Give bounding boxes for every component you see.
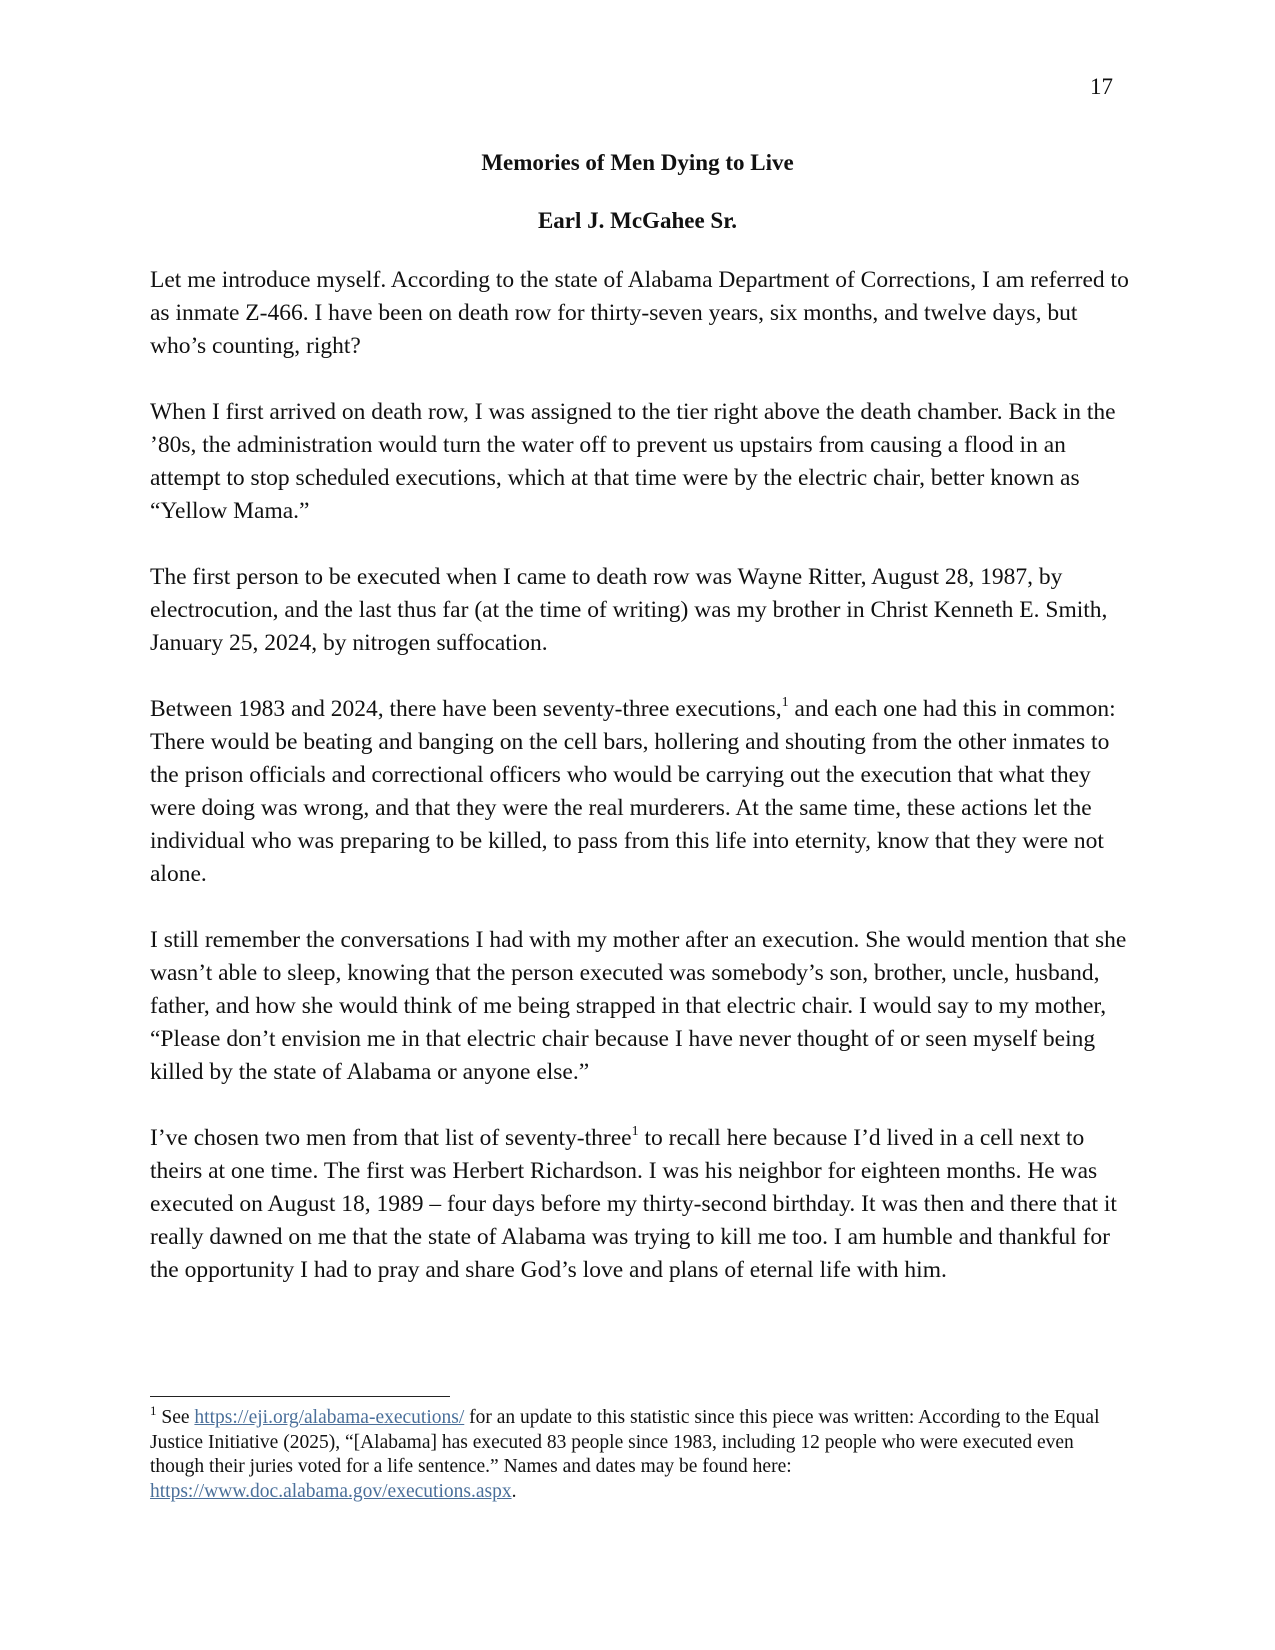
footnote-prefix: See <box>156 1407 195 1428</box>
page-number: 17 <box>1090 74 1113 99</box>
paragraph-6 <box>150 1122 1134 1287</box>
eji-link[interactable]: https://eji.org/alabama-executions/ <box>194 1407 465 1428</box>
footnote-reference: 1 <box>781 695 789 711</box>
author-name: Earl J. McGahee Sr. <box>537 208 738 233</box>
paragraph-2: When I first arrived on death row, I was assigned to the tier right above the death chamber. Back in the ’80s, the administration would turn the water off to prevent us upstairs from causing a flood in an attempt to stop scheduled executions, which at that time were by the electric chair, better known as “Yellow Mama.” <box>150 399 1116 524</box>
paragraph-4-text-end: and each one had this in common: There would be beating and banging on the cell bars, hollering and shouting from the other inmates to the prison officials and correctional officers who would be carrying out the execution that what they were doing was wrong, and that they were the real murderers. At the same time, these actions let the individual who was preparing to be killed, to pass from this life into eternity, know that they were not alone. <box>150 696 1116 887</box>
footnote-reference: 1 <box>631 1124 639 1140</box>
paragraph-4-text-start: Between 1983 and 2024, there have been seventy-three executions, <box>150 696 782 722</box>
paragraph-1: Let me introduce myself. According to the state of Alabama Department of Corrections, I am referred to as inmate Z-466. I have been on death row for thirty-seven years, six months, and twelve days, but who’s counting, right? <box>150 267 1129 359</box>
doc-alabama-link[interactable]: https://www.doc.alabama.gov/executions.aspx <box>150 1480 512 1502</box>
essay-title: Memories of Men Dying to Live <box>481 150 794 175</box>
footnote-divider <box>150 1396 450 1397</box>
footnote-text: for an update to this statistic since this piece was written: According to the Equal Justice Initiative (2025), “[Alabama] has executed 83 people since 1983, including 12 people who were executed even though their juries voted for a life sentence.” Names and dates may be found here: <box>150 1407 1100 1477</box>
footnote-suffix: . <box>511 1480 517 1502</box>
essay-body <box>150 264 1134 1320</box>
paragraph-3: The first person to be executed when I came to death row was Wayne Ritter, August 28, 1987, by electrocution, and the last thus far (at the time of writing) was my brother in Christ Kenneth E. Smith, January 25, 2024, by nitrogen suffocation. <box>150 564 1108 656</box>
paragraph-5: I still remember the conversations I had with my mother after an execution. She would mention that she wasn’t able to sleep, knowing that the person executed was somebody’s son, brother, uncle, husband, father, and how she would think of me being strapped in that electric chair. I would say to my mother, “Please don’t envision me in that electric chair because I have never thought of or seen myself being killed by the state of Alabama or anyone else.” <box>150 927 1127 1085</box>
paragraph-4 <box>150 693 1134 891</box>
footnote <box>150 1402 1120 1504</box>
paragraph-6-text-end: to recall here because I’d lived in a cell next to theirs at one time. The first was Herbert Richardson. I was his neighbor for eighteen months. He was executed on August 18, 1989 – four days before my thirty-second birthday. It was then and there that it really dawned on me that the state of Alabama was trying to kill me too. I am humble and thankful for the opportunity I had to pray and share God’s love and plans of eternal life with him. <box>150 1125 1117 1283</box>
paragraph-6-text-start: I’ve chosen two men from that list of seventy-three <box>150 1125 632 1151</box>
footnote-marker: 1 <box>150 1402 157 1418</box>
